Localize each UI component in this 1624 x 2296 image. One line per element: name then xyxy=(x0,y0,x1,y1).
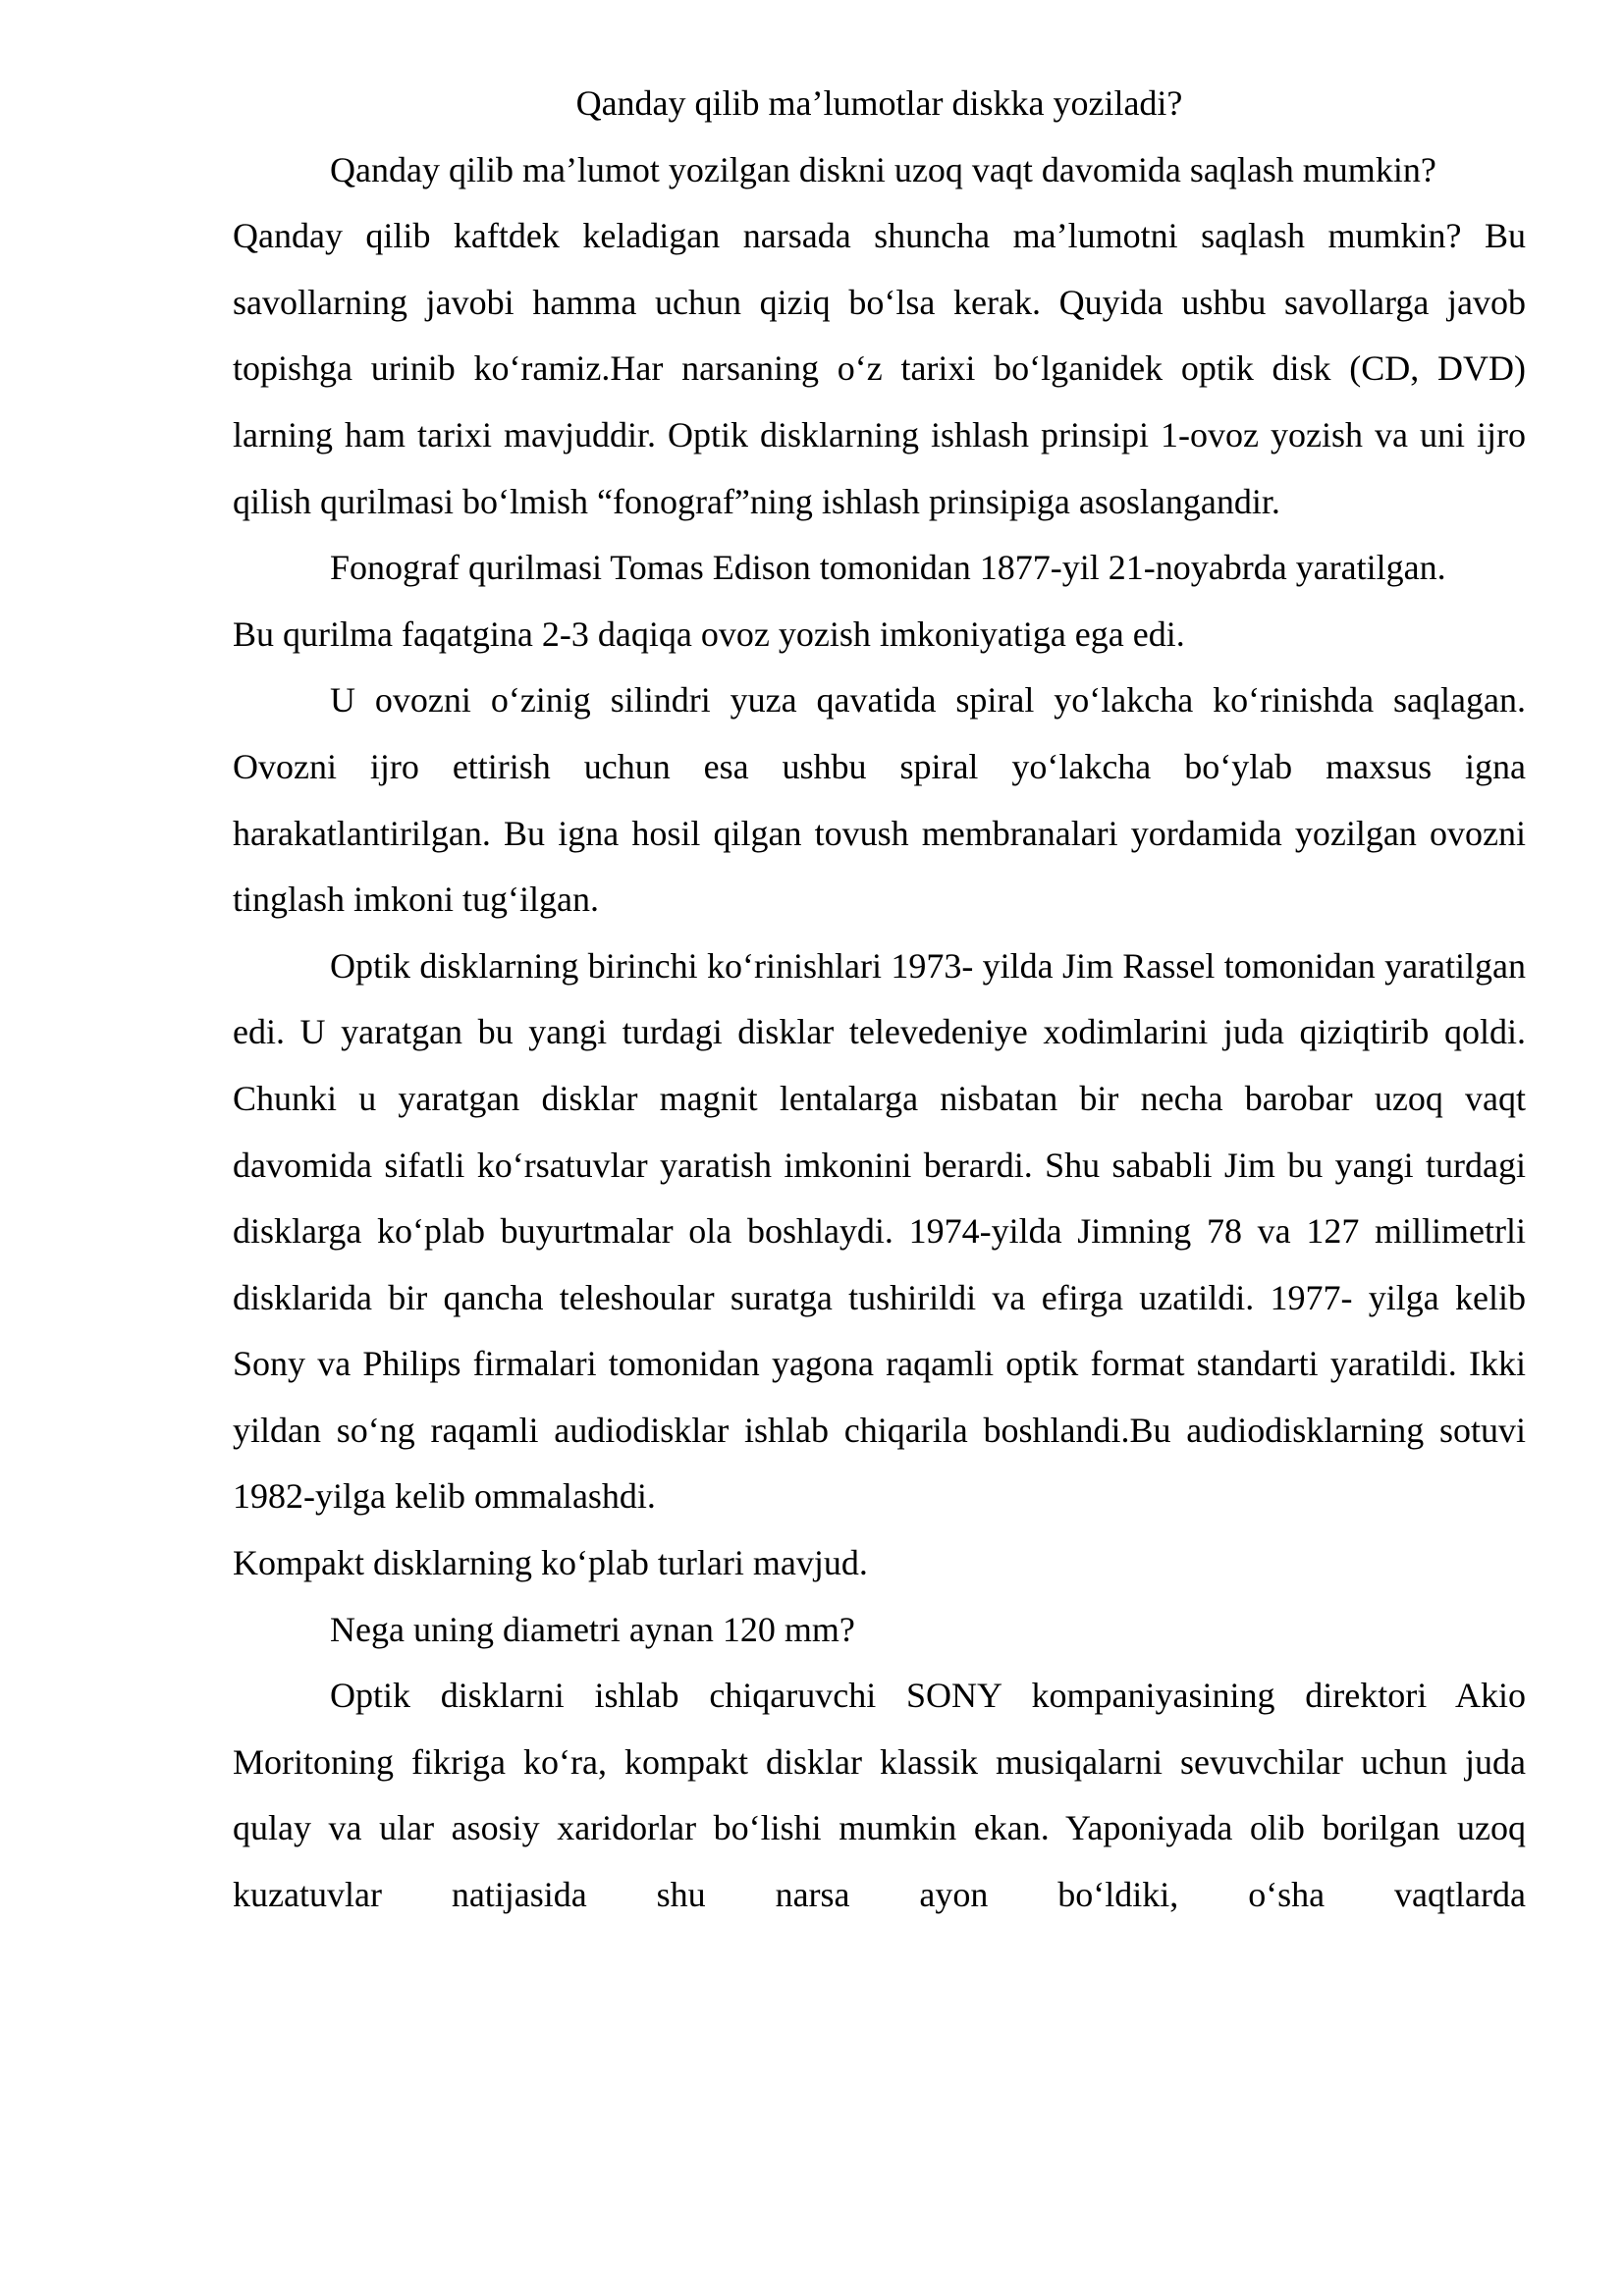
paragraph: Nega uning diametri aynan 120 mm? xyxy=(330,1609,855,1649)
document-title: Qanday qilib ma’lumotlar diskka yoziladi? xyxy=(575,83,1183,123)
paragraph: U ovozni o‘zinig silindri yuza qavatida spiral yo‘lakcha ko‘rinishda saqlagan. Ovozni ijro ettirish uchun esa ushbu spiral yo‘lakcha bo‘ylab maxsus igna harakatlantirilgan. Bu igna hosil qilgan tovush membranalari yordamida yozilgan ovozni tinglash imkoni tug‘ilgan. xyxy=(233,680,1526,920)
paragraph: Qanday qilib ma’lumot yozilgan diskni uzoq vaqt davomida saqlash mumkin? xyxy=(330,149,1436,189)
paragraph: Qanday qilib kaftdek keladigan narsada shuncha ma’lumotni saqlash mumkin? Bu savollarning javobi hamma uchun qiziq bo‘lsa kerak. Quyida ushbu savollarga javob topishga urinib ko‘ramiz.Har narsaning o‘z tarixi bo‘lganidek optik disk (CD, DVD) larning ham tarixi mavjuddir. Optik disklarning ishlash prinsipi 1-ovoz yozish va uni ijro qilish qurilmasi bo‘lmish “fonograf”ning ishlash prinsipiga asoslangandir. xyxy=(233,216,1526,521)
paragraph: Optik disklarning birinchi ko‘rinishlari 1973- yilda Jim Rassel tomonidan yaratilgan edi. U yaratgan bu yangi turdagi disklar televedeniye xodimlarini juda qiziqtirib qoldi. Chunki u yaratgan disklar magnit lentalarga nisbatan bir necha barobar uzoq vaqt davomida sifatli ko‘rsatuvlar yaratish imkonini berardi. Shu sababli Jim bu yangi turdagi disklarga ko‘plab buyurtmalar ola boshlaydi. 1974-yilda Jimning 78 va 127 millimetrli disklarida bir qancha teleshoular suratga tushirildi va efirga uzatildi. 1977- yilga kelib Sony va Philips firmalari tomonidan yagona raqamli optik format standarti yaratildi. Ikki yildan so‘ng raqamli audiodisklar ishlab chiqarila boshlandi.Bu audiodisklarning sotuvi 1982-yilga kelib ommalashdi. xyxy=(233,945,1526,1517)
paragraph: Optik disklarni ishlab chiqaruvchi SONY kompaniyasining direktori Akio Moritoning fikriga ko‘ra, kompakt disklar klassik musiqalarni sevuvchilar uchun juda qulay va ular asosiy xaridorlar bo‘lishi mumkin ekan. Yaponiyada olib borilgan uzoq kuzatuvlar natijasida shu narsa ayon bo‘ldiki, o‘sha vaqtlarda xyxy=(233,1676,1526,1915)
paragraph: Fonograf qurilmasi Tomas Edison tomonidan 1877-yil 21-noyabrda yaratilgan. xyxy=(330,548,1446,588)
paragraph: Bu qurilma faqatgina 2-3 daqiqa ovoz yozish imkoniyatiga ega edi. xyxy=(233,614,1185,654)
paragraph: Kompakt disklarning ko‘plab turlari mavjud. xyxy=(233,1543,868,1583)
document-body xyxy=(233,71,1526,1929)
